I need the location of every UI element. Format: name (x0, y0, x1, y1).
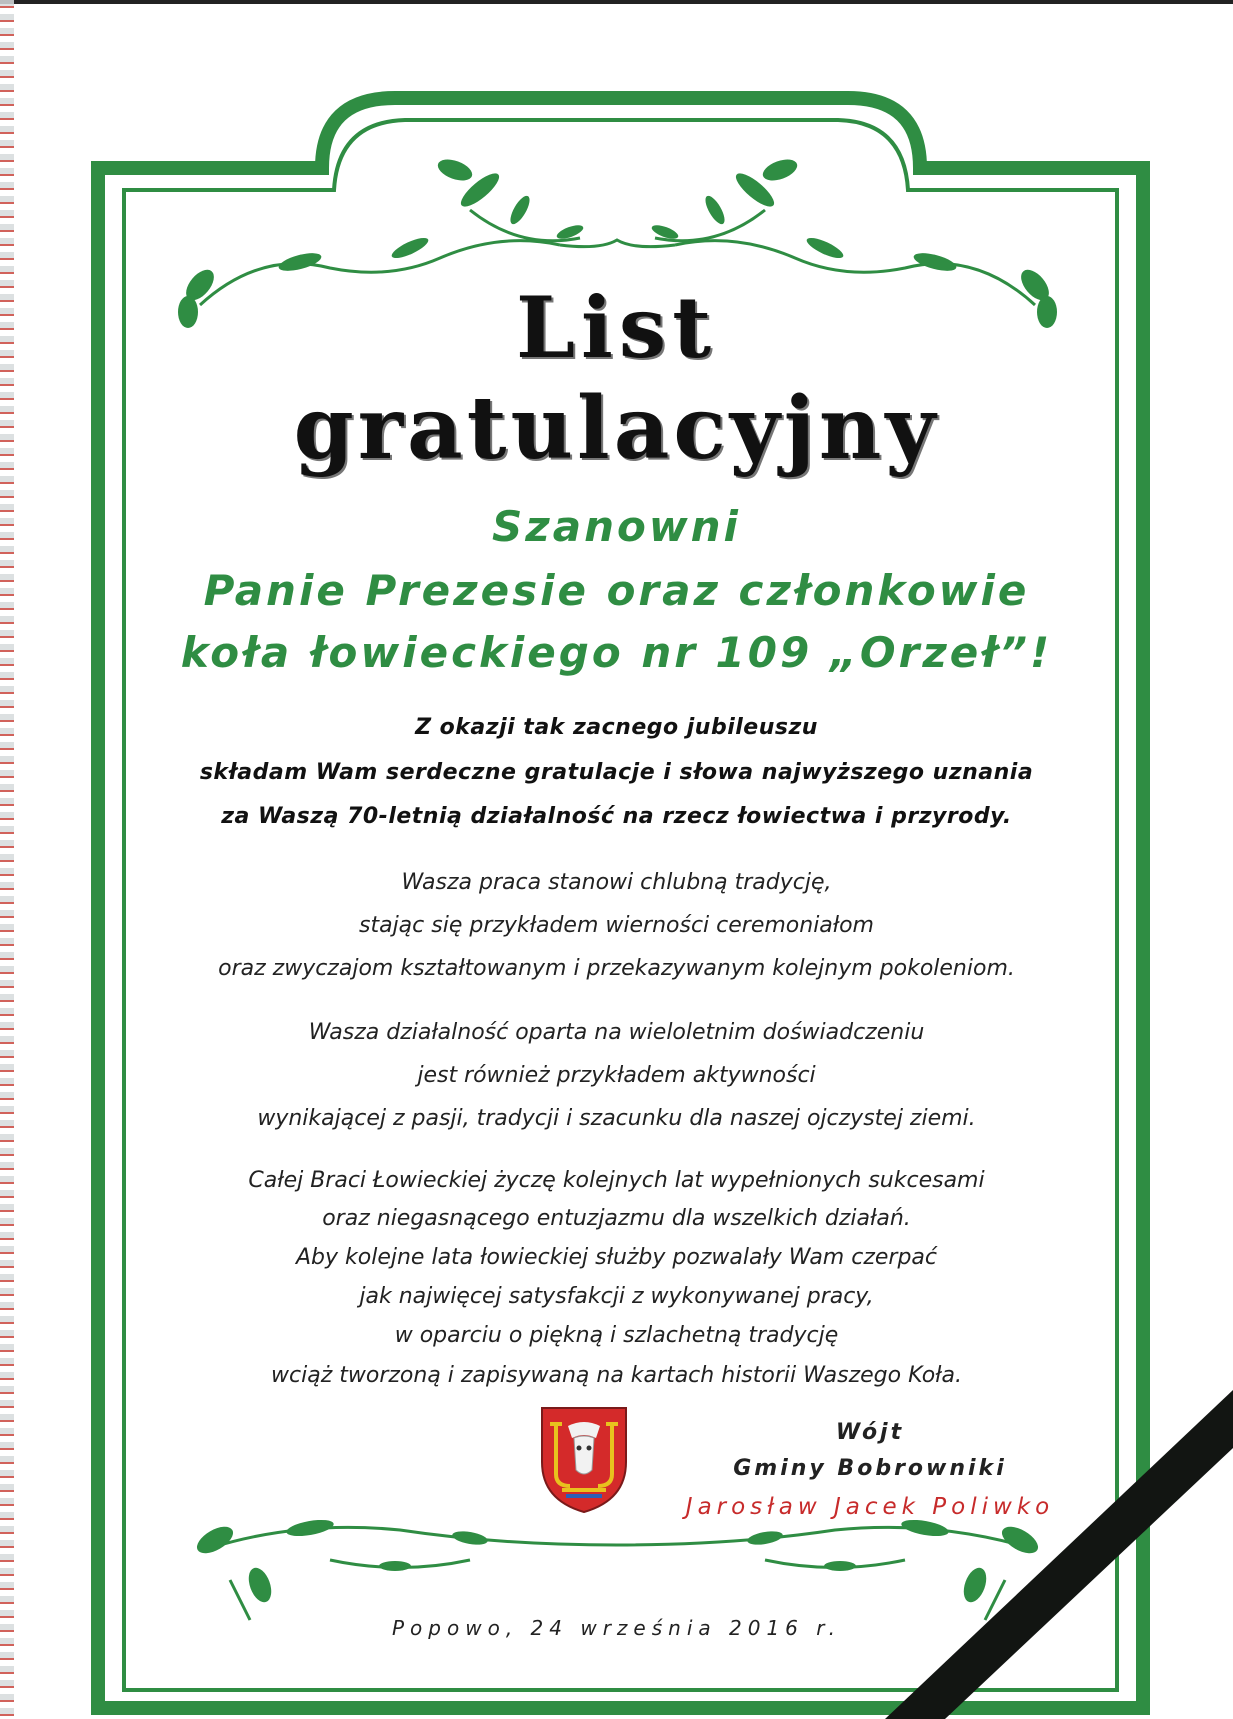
intro-line-1: Z okazji tak zacnego jubileuszu (415, 715, 818, 740)
paragraph1-line-1: Wasza praca stanowi chlubną tradycję, (401, 870, 832, 895)
paragraph2-line-1: Wasza działalność oparta na wieloletnim doświadczeniu (308, 1020, 925, 1045)
paragraph1-line-2: stając się przykładem wierności ceremoniałom (359, 913, 874, 938)
paragraph3-line-6: wciąż tworzoną i zapisywaną na kartach historii Waszego Koła. (271, 1363, 962, 1388)
paragraph3-line-2: oraz niegasnącego entuzjazmu dla wszelkich działań. (322, 1206, 911, 1231)
greeting-line-1: Szanowni (492, 502, 741, 551)
paragraph1-line-3: oraz zwyczajom kształtowanym i przekazywanym kolejnym pokoleniom. (218, 956, 1015, 981)
title-line-2: gratulacyjny (293, 378, 940, 479)
paragraph2-line-2: jest również przykładem aktywności (417, 1063, 816, 1088)
paragraph3-line-1: Całej Braci Łowieckiej życzę kolejnych lat wypełnionych sukcesami (248, 1168, 985, 1193)
paragraph3-line-3: Aby kolejne lata łowieckiej służby pozwalały Wam czerpać (296, 1245, 937, 1270)
signature-role: Wójt (835, 1420, 905, 1445)
paragraph3-line-5: w oparciu o piękną i szlachetną tradycję (394, 1323, 839, 1348)
intro-line-2: składam Wam serdeczne gratulacje i słowa najwyższego uznania (199, 760, 1034, 785)
signature-office: Gminy Bobrowniki (733, 1456, 1007, 1481)
paragraph3-line-4: jak najwięcej satysfakcji z wykonywanej pracy, (359, 1284, 874, 1309)
intro-line-3: za Waszą 70-letnią działalność na rzecz łowiectwa i przyrody. (221, 804, 1012, 829)
title-line-1: List (515, 278, 718, 377)
greeting-line-3: koła łowieckiego nr 109 „Orzeł”! (180, 628, 1053, 677)
date-line: Popowo, 24 września 2016 r. (392, 1616, 841, 1640)
greeting-line-2: Panie Prezesie oraz członkowie (203, 566, 1030, 615)
signature-name: Jarosław Jacek Poliwko (685, 1494, 1055, 1520)
paragraph2-line-3: wynikającej z pasji, tradycji i szacunku dla naszej ojczystej ziemi. (257, 1106, 976, 1131)
